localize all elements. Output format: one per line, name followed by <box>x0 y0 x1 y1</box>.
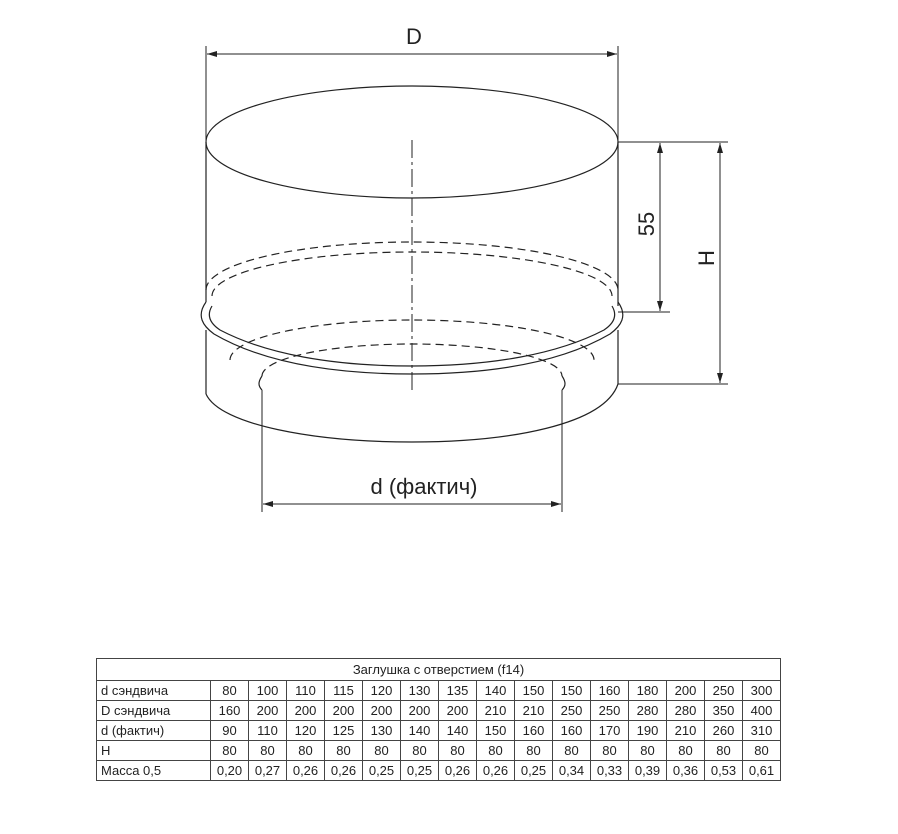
table-cell: 80 <box>591 741 629 761</box>
table-title-row <box>97 659 781 681</box>
table-cell: 200 <box>325 701 363 721</box>
table-cell: 300 <box>743 681 781 701</box>
table-cell: 280 <box>629 701 667 721</box>
table-cell: 0,34 <box>553 761 591 781</box>
table-cell: 120 <box>287 721 325 741</box>
table-row <box>97 761 781 781</box>
row-label: H <box>97 741 211 761</box>
table-row <box>97 741 781 761</box>
table-cell: 80 <box>287 741 325 761</box>
table-cell: 80 <box>629 741 667 761</box>
table-cell: 80 <box>401 741 439 761</box>
table-cell: 80 <box>477 741 515 761</box>
table-cell: 0,25 <box>515 761 553 781</box>
table-row <box>97 681 781 701</box>
table-cell: 160 <box>211 701 249 721</box>
table-cell: 150 <box>515 681 553 701</box>
table-cell: 0,39 <box>629 761 667 781</box>
table-cell: 130 <box>363 721 401 741</box>
table-cell: 310 <box>743 721 781 741</box>
table-cell: 0,36 <box>667 761 705 781</box>
table-cell: 200 <box>287 701 325 721</box>
table-cell: 80 <box>667 741 705 761</box>
table-cell: 80 <box>705 741 743 761</box>
table-cell: 0,26 <box>287 761 325 781</box>
table-cell: 0,20 <box>211 761 249 781</box>
table-cell: 250 <box>553 701 591 721</box>
table-cell: 400 <box>743 701 781 721</box>
table-cell: 0,53 <box>705 761 743 781</box>
table-cell: 200 <box>667 681 705 701</box>
table-title: Заглушка с отверстием (f14) <box>97 659 781 681</box>
table-cell: 160 <box>553 721 591 741</box>
dimension-D-label: D <box>406 24 422 49</box>
dimension-55-label: 55 <box>634 211 659 237</box>
row-label: d (фактич) <box>97 721 211 741</box>
table-cell: 350 <box>705 701 743 721</box>
table-cell: 160 <box>591 681 629 701</box>
table-cell: 130 <box>401 681 439 701</box>
table-cell: 80 <box>553 741 591 761</box>
table-cell: 125 <box>325 721 363 741</box>
table-cell: 80 <box>249 741 287 761</box>
table-cell: 260 <box>705 721 743 741</box>
table-cell: 80 <box>439 741 477 761</box>
table-cell: 115 <box>325 681 363 701</box>
table-cell: 80 <box>363 741 401 761</box>
table-cell: 170 <box>591 721 629 741</box>
table-cell: 160 <box>515 721 553 741</box>
table-cell: 200 <box>439 701 477 721</box>
table-cell: 120 <box>363 681 401 701</box>
table-cell: 140 <box>401 721 439 741</box>
table-cell: 280 <box>667 701 705 721</box>
table-cell: 135 <box>439 681 477 701</box>
table-cell: 100 <box>249 681 287 701</box>
table-cell: 190 <box>629 721 667 741</box>
table-cell: 210 <box>515 701 553 721</box>
table-cell: 200 <box>363 701 401 721</box>
table-cell: 80 <box>743 741 781 761</box>
table-cell: 0,26 <box>325 761 363 781</box>
table-cell: 150 <box>553 681 591 701</box>
table-row <box>97 701 781 721</box>
table-cell: 110 <box>249 721 287 741</box>
table-cell: 200 <box>401 701 439 721</box>
dimension-d-label: d (фактич) <box>370 474 478 499</box>
table-cell: 140 <box>439 721 477 741</box>
table-cell: 80 <box>515 741 553 761</box>
table-cell: 140 <box>477 681 515 701</box>
table-cell: 180 <box>629 681 667 701</box>
table-cell: 0,61 <box>743 761 781 781</box>
table-cell: 210 <box>667 721 705 741</box>
table-cell: 110 <box>287 681 325 701</box>
table-cell: 0,25 <box>363 761 401 781</box>
table-cell: 200 <box>249 701 287 721</box>
table-cell: 0,27 <box>249 761 287 781</box>
table-cell: 90 <box>211 721 249 741</box>
table-cell: 80 <box>211 741 249 761</box>
table-cell: 150 <box>477 721 515 741</box>
table-cell: 210 <box>477 701 515 721</box>
table-cell: 0,33 <box>591 761 629 781</box>
table-cell: 0,26 <box>439 761 477 781</box>
table-row <box>97 721 781 741</box>
table-cell: 250 <box>705 681 743 701</box>
table-cell: 0,26 <box>477 761 515 781</box>
table-cell: 80 <box>325 741 363 761</box>
table-cell: 80 <box>211 681 249 701</box>
row-label: Масса 0,5 <box>97 761 211 781</box>
dimension-H-label: H <box>694 250 719 266</box>
spec-table <box>96 658 781 781</box>
table-cell: 0,25 <box>401 761 439 781</box>
table-cell: 250 <box>591 701 629 721</box>
row-label: D сэндвича <box>97 701 211 721</box>
row-label: d сэндвича <box>97 681 211 701</box>
